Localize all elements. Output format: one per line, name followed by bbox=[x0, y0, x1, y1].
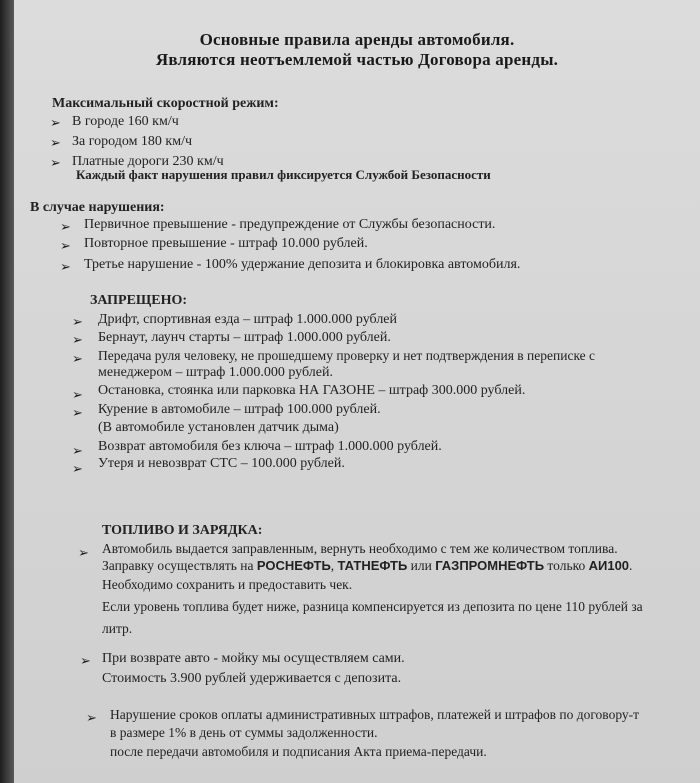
bullet-icon: ➢ bbox=[50, 116, 61, 131]
forbidden-item: Дрифт, спортивная езда – штраф 1.000.000 рублей bbox=[98, 312, 398, 327]
forbidden-item: Курение в автомобиле – штраф 100.000 рублей. bbox=[98, 402, 381, 417]
bullet-icon: ➢ bbox=[72, 444, 83, 459]
bullet-icon: ➢ bbox=[80, 654, 91, 669]
forbidden-item: Бернаут, лаунч старты – штраф 1.000.000 рублей. bbox=[98, 330, 391, 345]
wash-line: При возврате авто - мойку мы осуществляем сами. bbox=[102, 651, 405, 666]
bullet-icon: ➢ bbox=[72, 462, 83, 477]
fuel-brand-rosneft: РОСНЕФТЬ bbox=[256, 558, 331, 573]
violation-item: Первичное превышение - предупреждение от Службы безопасности. bbox=[84, 217, 496, 232]
fuel-stations-prefix: Заправку осуществлять на bbox=[102, 558, 257, 573]
fuel-line: Если уровень топлива будет ниже, разница компенсируется из депозита по цене 110 рублей за bbox=[102, 599, 643, 614]
fuel-stations-line bbox=[102, 558, 632, 574]
fuel-sep: или bbox=[407, 558, 436, 573]
forbidden-item-note: (В автомобиле установлен датчик дыма) bbox=[98, 420, 339, 435]
forbidden-item: Остановка, стоянка или парковка НА ГАЗОНЕ – штраф 300.000 рублей. bbox=[98, 383, 526, 398]
violation-item: Повторное превышение - штраф 10.000 рублей. bbox=[84, 236, 368, 251]
fuel-sep: только bbox=[544, 558, 589, 573]
forbidden-item: Передача руля человеку, не прошедшему проверку и нет подтверждения в переписке с bbox=[98, 348, 596, 363]
bullet-icon: ➢ bbox=[72, 406, 83, 421]
payment-line: Нарушение сроков оплаты административных штрафов, платежей и штрафов по договору-т bbox=[110, 707, 640, 722]
forbidden-item: Возврат автомобиля без ключа – штраф 1.000.000 рублей. bbox=[98, 439, 442, 454]
forbidden-heading: ЗАПРЕЩЕНО: bbox=[90, 293, 188, 308]
bullet-icon: ➢ bbox=[50, 136, 61, 151]
bullet-icon: ➢ bbox=[72, 333, 83, 348]
bullet-icon: ➢ bbox=[86, 711, 97, 726]
bullet-icon: ➢ bbox=[60, 220, 71, 235]
payment-line: после передачи автомобиля и подписания Акта приема-передачи. bbox=[110, 744, 487, 759]
payment-line: в размере 1% в день от суммы задолженности. bbox=[110, 725, 378, 740]
document-title-line1: Основные правила аренды автомобиля. bbox=[199, 30, 515, 49]
bullet-icon: ➢ bbox=[60, 239, 71, 254]
fuel-heading: ТОПЛИВО И ЗАРЯДКА: bbox=[102, 523, 263, 538]
forbidden-item: Утеря и невозврат СТС – 100.000 рублей. bbox=[98, 456, 345, 471]
wash-line: Стоимость 3.900 рублей удерживается с депозита. bbox=[102, 671, 402, 686]
fuel-line: Необходимо сохранить и предоставить чек. bbox=[102, 577, 353, 592]
fuel-line: Автомобиль выдается заправленным, вернуть необходимо с тем же количеством топлива. bbox=[102, 541, 618, 556]
document-sheet bbox=[14, 0, 700, 783]
fuel-line: литр. bbox=[102, 621, 133, 636]
bullet-icon: ➢ bbox=[72, 388, 83, 403]
bullet-icon: ➢ bbox=[50, 156, 61, 171]
fuel-brand-tatneft: ТАТНЕФТЬ bbox=[337, 558, 408, 573]
speed-item: За городом 180 км/ч bbox=[72, 134, 193, 149]
bullet-icon: ➢ bbox=[78, 546, 89, 561]
bullet-icon: ➢ bbox=[72, 315, 83, 330]
violation-item: Третье нарушение - 100% удержание депозита и блокировка автомобиля. bbox=[84, 257, 521, 272]
left-edge-shadow bbox=[0, 0, 14, 783]
document-title-line2: Являются неотъемлемой частью Договора аренды. bbox=[155, 50, 559, 69]
bullet-icon: ➢ bbox=[72, 352, 83, 367]
speed-item: В городе 160 км/ч bbox=[72, 114, 179, 129]
speed-note: Каждый факт нарушения правил фиксируется Службой Безопасности bbox=[76, 167, 491, 182]
fuel-brand-gazpromneft: ГАЗПРОМНЕФТЬ bbox=[435, 558, 545, 573]
violations-heading: В случае нарушения: bbox=[30, 200, 165, 215]
forbidden-item-continuation: менеджером – штраф 1.000.000 рублей. bbox=[98, 365, 333, 380]
speed-item: Платные дороги 230 км/ч bbox=[72, 154, 224, 169]
speed-heading: Максимальный скоростной режим: bbox=[52, 96, 279, 111]
bullet-icon: ➢ bbox=[60, 260, 71, 275]
fuel-sep: , bbox=[330, 558, 338, 573]
fuel-grade: АИ100 bbox=[588, 558, 630, 573]
fuel-sep: . bbox=[629, 558, 633, 573]
